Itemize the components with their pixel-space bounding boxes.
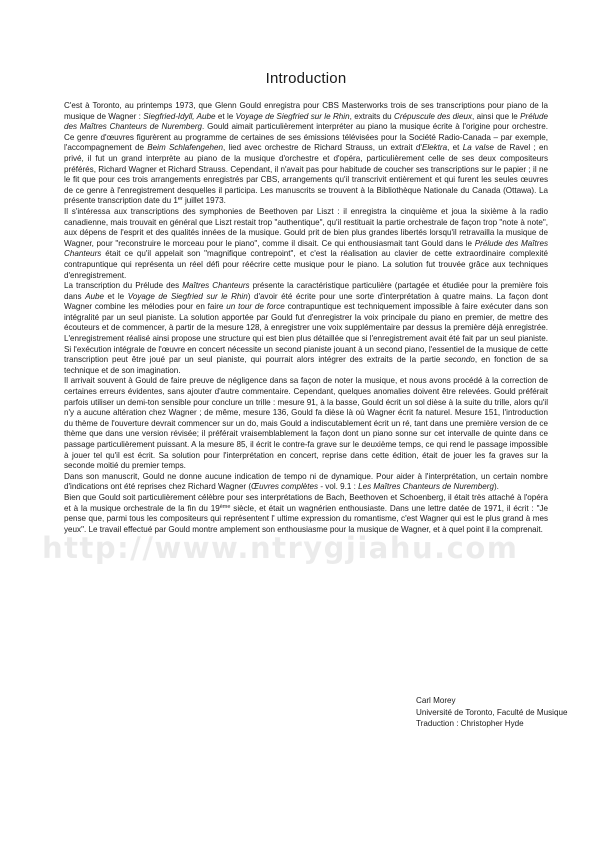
text-run: , en fonction de sa technique et de son imagination.	[64, 355, 548, 375]
text-run: siècle, et était un wagnérien enthousiaste. Dans une lettre datée de 1971, il écrit : "Je pense que, parmi tous les compositeurs qui représentent l' ultime expression du romantisme, c'est Wagner qui est le plus grand à mes yeux". Le travail effectué par Gould montre amplement son enthousiasme pour la musique de Wagner, et à quel point il la comprenait.	[64, 503, 548, 534]
text-run: présente la caractéristique particulière (partagée et étudiée pour la première fois dans	[64, 281, 549, 301]
text-run: , extraits du	[349, 111, 394, 121]
italic-text: secondo	[444, 355, 475, 365]
text-run: Bien que Gould soit particulièrement célèbre pour ses interprétations de Bach, Beethoven et Schoenberg, il était très attaché à l'opéra et à la musique orchestrale de la fin du 19	[64, 492, 548, 513]
text-run: , et	[447, 143, 463, 153]
paragraph	[64, 493, 548, 535]
text-run: ).	[493, 482, 499, 492]
paragraph	[64, 376, 548, 471]
text-run: - vol. 9.1 :	[318, 482, 359, 492]
text-run: . Gould aimait particulièrement interpréter au piano la musique écrite à l'origine pour orchestre. Ce genre d'œuvres figurèrent au programme de certaines de ses émissions télévisées pour la Société Radio-Canada – par exemple, l'accompagnement de	[64, 122, 549, 153]
introduction-body	[64, 101, 548, 535]
italic-text: Elektra	[421, 143, 448, 153]
text-run: ) d'avoir été écrite pour une sorte d'interprétation à quatre mains. La façon dont Wagner combine les mélodies pour en faire	[64, 291, 549, 312]
italic-text: Beim Schlafengehen	[147, 143, 223, 153]
italic-text: Les Maîtres Chanteurs de Nuremberg	[358, 482, 494, 492]
italic-text: Aube	[85, 291, 105, 301]
text-run: et le	[215, 111, 236, 121]
watermark: http://www.ntrygjiahu.com	[42, 531, 519, 565]
text-run: Il s'intéressa aux transcriptions des symphonies de Beethoven par Liszt : il enregistra la cinquième et joua la sixième à la radio canadienne, mais trouvait en général que Liszt restait trop "authentique", qu'il restituait la partie orchestrale de façon trop "note à note", aux dépens de l'esprit et des qualités innées de la musique. Gould prit de bien plus grandes libertés lorsqu'il retravailla la musique de Wagner, pour "reconstruire le morceau pour le piano", comme il disait. Ce qui enthousiasmait tant Gould dans le	[64, 206, 548, 248]
text-run: , lied avec orchestre de Richard Strauss, un extrait d'	[223, 143, 422, 153]
text-run: de Ravel ; en privé, il fut un grand interprète au piano de la musique d'orchestre et d'opéra, particulièrement celle de ses deux compositeurs préférés, Richard Wagner et Richard Strauss. Cependant, il n'avait pas pour habitude de coucher ses transcriptions sur le papier ; il ne le fit que pour ces trois arrangements enregistrés par CBS, arrangements qu'il transcrivit entièrement et qui furent les seules œuvres de ce genre à l'enregistrement desquelles il participa. Les manuscrits se trouvent à la Bibliothèque Nationale du Canada (Ottawa). La présente transcription date du 1	[64, 143, 548, 206]
italic-text: Œuvres complètes	[251, 482, 319, 492]
italic-text: Crépuscule des dieux	[393, 111, 473, 121]
text-run: contrapuntique est techniquement impossible à faire exécuter dans son intégralité par un seul pianiste. La solution apportée par Gould fut d'enregistrer la voix principale du piano en premier, de mettre des écouteurs et de commencer, à partir de la mesure 128, à enregistrer une voix supplémentaire par dessus la première déjà enregistrée. L'enregistrement réalisé ainsi propose une structure qui est bien plus détaillée que si l'enregistrement avait été fait par un seul pianiste. Si l'exécution intégrale de l'œuvre en concert nécessite un second pianiste jouant à un second piano, l'essentiel de la musique de cette transcription peut être joué par un seul pianiste, qui pourrait alors intégrer des extraits de la partie	[64, 302, 548, 365]
italic-text: Maîtres Chanteurs	[182, 281, 250, 291]
text-run: Dans son manuscrit, Gould ne donne aucune indication de tempo ni de dynamique. Pour aider à l'interprétation, un certain nombre d'indications ont été reprises chez Richard Wagner (	[64, 471, 548, 492]
text-run: Il arrivait souvent à Gould de faire preuve de négligence dans sa façon de noter la musique, et nous avons procédé à la correction de certaines erreurs évidentes, sans ajouter d'autre commentaire. Cependant, quelques anomalies doivent être relevées. Gould préférait parfois utiliser un demi-ton sensible pour conclure un trille : mesure 91, à la basse, Gould écrit un sol dièse à la suite du trille, alors qu'il n'y a aucune altération chez Wagner ; de même, mesure 136, Gould fa dièse là où Wagner écrit fa naturel. Mesure 151, l'introduction du thème de l'ouverture devrait commencer sur un do, mais Gould a indiscutablement écrit un ré, tant dans une première version de ce thème que dans une version révisée; il préférait vraisemblablement la façon dont un piano sonne sur cet intervalle de quinte dans ce passage particulièrement puissant. A la mesure 85, il écrit le contre-fa grave sur le deuxième temps, ce qui rend le passage impossible à jouer tel qu'il est écrit. Sa solution pour l'interprétation en concert, reprise dans cette édition, était de jouer les fa graves sur la seconde moitié du premier temps.	[64, 376, 548, 471]
superscript-text: er	[177, 196, 183, 203]
paragraph	[64, 281, 548, 376]
italic-text: Siegfried-Idyll, Aube	[143, 111, 216, 121]
italic-text: Prélude des Maîtres Chanteurs de Nuremberg	[64, 111, 548, 132]
signature-affiliation: Université de Toronto, Faculté de Musique	[416, 707, 568, 717]
italic-text: Prélude des Maîtres Chanteurs	[64, 238, 548, 259]
paragraph	[64, 101, 548, 207]
paragraph	[64, 207, 548, 281]
text-run: et le	[104, 291, 128, 301]
text-run: La transcription du Prélude des	[64, 281, 183, 291]
page-title: Introduction	[265, 70, 347, 87]
signature-name: Carl Morey	[416, 696, 456, 705]
signature-translation: Traduction : Christopher Hyde	[416, 719, 524, 728]
italic-text: Voyage de Siegfried sur le Rhin	[127, 291, 248, 301]
italic-text: un tour de force	[226, 302, 285, 312]
paragraph	[64, 472, 548, 493]
text-run: juillet 1973.	[182, 196, 226, 206]
superscript-text: ème	[219, 503, 231, 510]
italic-text: Voyage de Siegfried sur le Rhin	[235, 111, 350, 121]
signature-block	[416, 695, 567, 730]
text-run: était ce qu'il appelait son "magnifique contrepoint", et c'est la réalisation au clavier de cette extraordinaire complexité contrapuntique qui représenta un réel défi pour réécrire cette musique pour le piano. La solution fut trouvée grâce aux techniques d'enregistrement.	[64, 249, 548, 280]
text-run: , ainsi que le	[472, 111, 521, 121]
italic-text: La valse	[462, 143, 494, 153]
text-run: C'est à Toronto, au printemps 1973, que Glenn Gould enregistra pour CBS Masterworks trois de ses transcriptions pour piano de la musique de Wagner :	[64, 101, 548, 121]
